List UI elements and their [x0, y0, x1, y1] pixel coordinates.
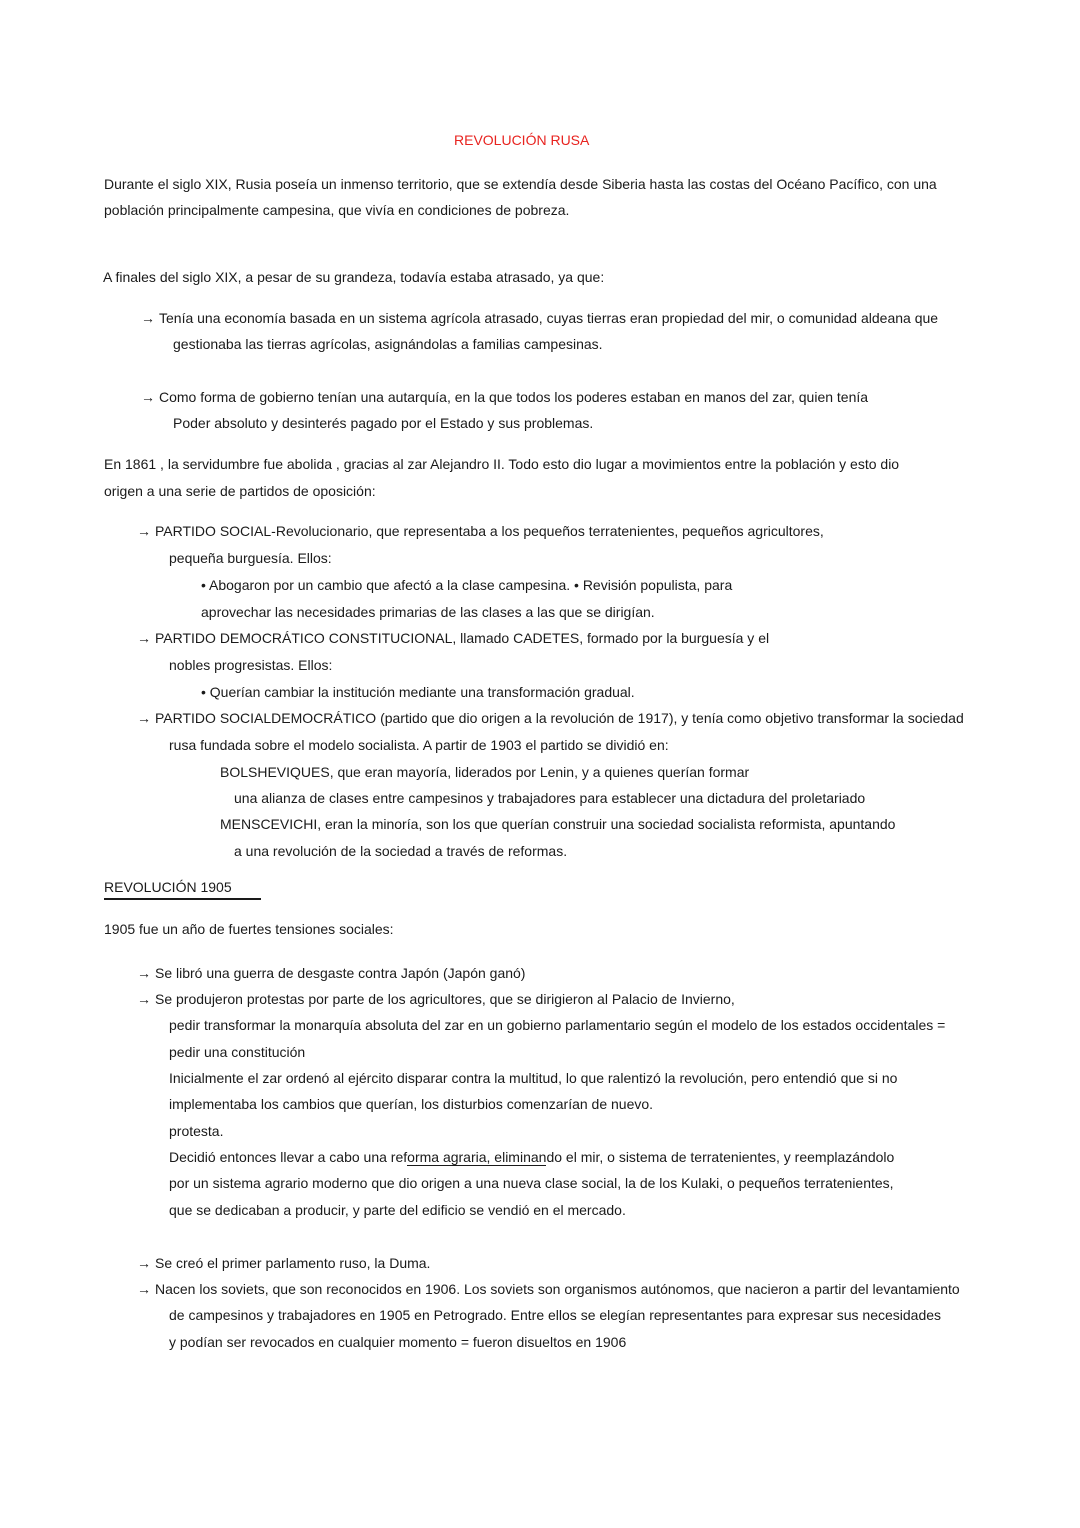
partido-democratico-text: PARTIDO DEMOCRÁTICO CONSTITUCIONAL, llamado CADETES, formado por la burguesía y el: [155, 630, 770, 646]
mensceviques-line-2: a una revolución de la sociedad a través de reformas.: [234, 843, 568, 859]
intro-line-2: población principalmente campesina, que vivía en condiciones de pobreza.: [104, 202, 570, 218]
rev1905-item-4-l2: de campesinos y trabajadores en 1905 en Petrogrado. Entre ellos se elegían representantes para expresar sus necesidades: [169, 1307, 942, 1323]
rev1905-item-2-l8: por un sistema agrario moderno que dio origen a una nueva clase social, la de los Kulaki, o pequeños terratenientes,: [169, 1175, 894, 1191]
rev1905-item-2-l7-underlined: orma agraria, eliminan: [407, 1149, 547, 1165]
rev1905-item-3-text: Se creó el primer parlamento ruso, la Duma.: [155, 1255, 431, 1271]
partido-social-cont: pequeña burguesía. Ellos:: [169, 550, 332, 566]
rev1905-item-2-l7-post: do el mir, o sistema de terratenientes, y reemplazándolo: [546, 1149, 895, 1165]
intro-line-1: Durante el siglo XIX, Rusia poseía un inmenso territorio, que se extendía desde Siberia hasta las costas del Océano Pacífico, con una: [104, 176, 937, 192]
finales-item-1: [141, 309, 938, 327]
finales-item-2-text: Como forma de gobierno tenían una autarquía, en la que todos los poderes estaban en manos del zar, quien tenía: [159, 389, 869, 405]
arrow-icon: →: [137, 965, 151, 981]
arrow-icon: →: [137, 523, 151, 539]
rev1905-lead: 1905 fue un año de fuertes tensiones sociales:: [104, 921, 394, 937]
rev1905-item-2-l2: pedir transformar la monarquía absoluta del zar en un gobierno parlamentario según el modelo de los estados occidentales =: [169, 1017, 946, 1033]
servidumbre-line-1: En 1861 , la servidumbre fue abolida , gracias al zar Alejandro II. Todo esto dio lugar a movimientos entre la población y esto dio: [104, 456, 900, 472]
page-title: REVOLUCIÓN RUSA: [454, 132, 590, 148]
finales-item-2: [141, 388, 868, 406]
rev1905-item-2-l9: que se dedicaban a producir, y parte del edificio se vendió en el mercado.: [169, 1202, 626, 1218]
rev1905-item-2-l5: implementaba los cambios que querían, los disturbios comenzarían de nuevo.: [169, 1096, 654, 1112]
bolsheviques-line-2: una alianza de clases entre campesinos y trabajadores para establecer una dictadura del proletariado: [234, 790, 866, 806]
arrow-icon: →: [137, 630, 151, 646]
bolsheviques-line-1: BOLSHEVIQUES, que eran mayoría, liderados por Lenin, y a quienes querían formar: [220, 764, 750, 780]
partido-social: [137, 522, 824, 540]
arrow-icon: →: [137, 710, 151, 726]
partido-social-bullet-1: • Abogaron por un cambio que afectó a la clase campesina. • Revisión populista, para: [201, 577, 733, 593]
partido-democratico-cont: nobles progresistas. Ellos:: [169, 657, 333, 673]
rev1905-item-1: [137, 964, 525, 982]
rev1905-item-2-l6: protesta.: [169, 1123, 224, 1139]
rev1905-item-4-l3: y podían ser revocados en cualquier momento = fueron disueltos en 1906: [169, 1334, 627, 1350]
partido-social-bullet-2: aprovechar las necesidades primarias de las clases a las que se dirigían.: [201, 604, 655, 620]
rev1905-item-2-l3: pedir una constitución: [169, 1044, 306, 1060]
arrow-icon: →: [141, 310, 155, 326]
rev1905-item-1-text: Se libró una guerra de desgaste contra Japón (Japón ganó): [155, 965, 526, 981]
rev1905-item-2-l4: Inicialmente el zar ordenó al ejército disparar contra la multitud, lo que ralentizó la revolución, pero entendió que si no: [169, 1070, 898, 1086]
arrow-icon: →: [137, 1255, 151, 1271]
partido-social-text: PARTIDO SOCIAL-Revolucionario, que representaba a los pequeños terratenientes, pequeños agricultores,: [155, 523, 824, 539]
rev1905-item-4: [137, 1280, 960, 1298]
rev1905-item-4-text: Nacen los soviets, que son reconocidos en 1906. Los soviets son organismos autónomos, que nacieron a partir del levantamiento: [155, 1281, 960, 1297]
partido-socialdemocratico-text: PARTIDO SOCIALDEMOCRÁTICO (partido que dio origen a la revolución de 1917), y tenía como objetivo transformar la sociedad: [155, 710, 964, 726]
finales-item-1-text: Tenía una economía basada en un sistema agrícola atrasado, cuyas tierras eran propiedad del mir, o comunidad aldeana que: [159, 310, 939, 326]
arrow-icon: →: [137, 1281, 151, 1297]
rev1905-item-3: [137, 1254, 430, 1272]
mensceviques-line-1: MENSCEVICHI, eran la minoría, son los que querían construir una sociedad socialista reformista, apuntando: [220, 816, 896, 832]
section-heading-1905: REVOLUCIÓN 1905: [104, 878, 261, 900]
arrow-icon: →: [141, 389, 155, 405]
rev1905-item-2-l7: [169, 1148, 894, 1166]
partido-socialdemocratico-cont: rusa fundada sobre el modelo socialista. A partir de 1903 el partido se dividió en:: [169, 737, 669, 753]
arrow-icon: →: [137, 991, 151, 1007]
partido-democratico-bullet-1: • Querían cambiar la institución mediante una transformación gradual.: [201, 684, 635, 700]
servidumbre-line-2: origen a una serie de partidos de oposición:: [104, 483, 376, 499]
partido-democratico: [137, 629, 769, 647]
partido-socialdemocratico: [137, 709, 964, 727]
rev1905-item-2-text: Se produjeron protestas por parte de los agricultores, que se dirigieron al Palacio de Invierno,: [155, 991, 735, 1007]
rev1905-item-2: [137, 990, 735, 1008]
finales-lead: A finales del siglo XIX, a pesar de su grandeza, todavía estaba atrasado, ya que:: [103, 269, 605, 285]
rev1905-item-2-l7-pre: Decidió entonces llevar a cabo una ref: [169, 1149, 408, 1165]
finales-item-2-cont: Poder absoluto y desinterés pagado por el Estado y sus problemas.: [173, 415, 594, 431]
finales-item-1-cont: gestionaba las tierras agrícolas, asignándolas a familias campesinas.: [173, 336, 603, 352]
